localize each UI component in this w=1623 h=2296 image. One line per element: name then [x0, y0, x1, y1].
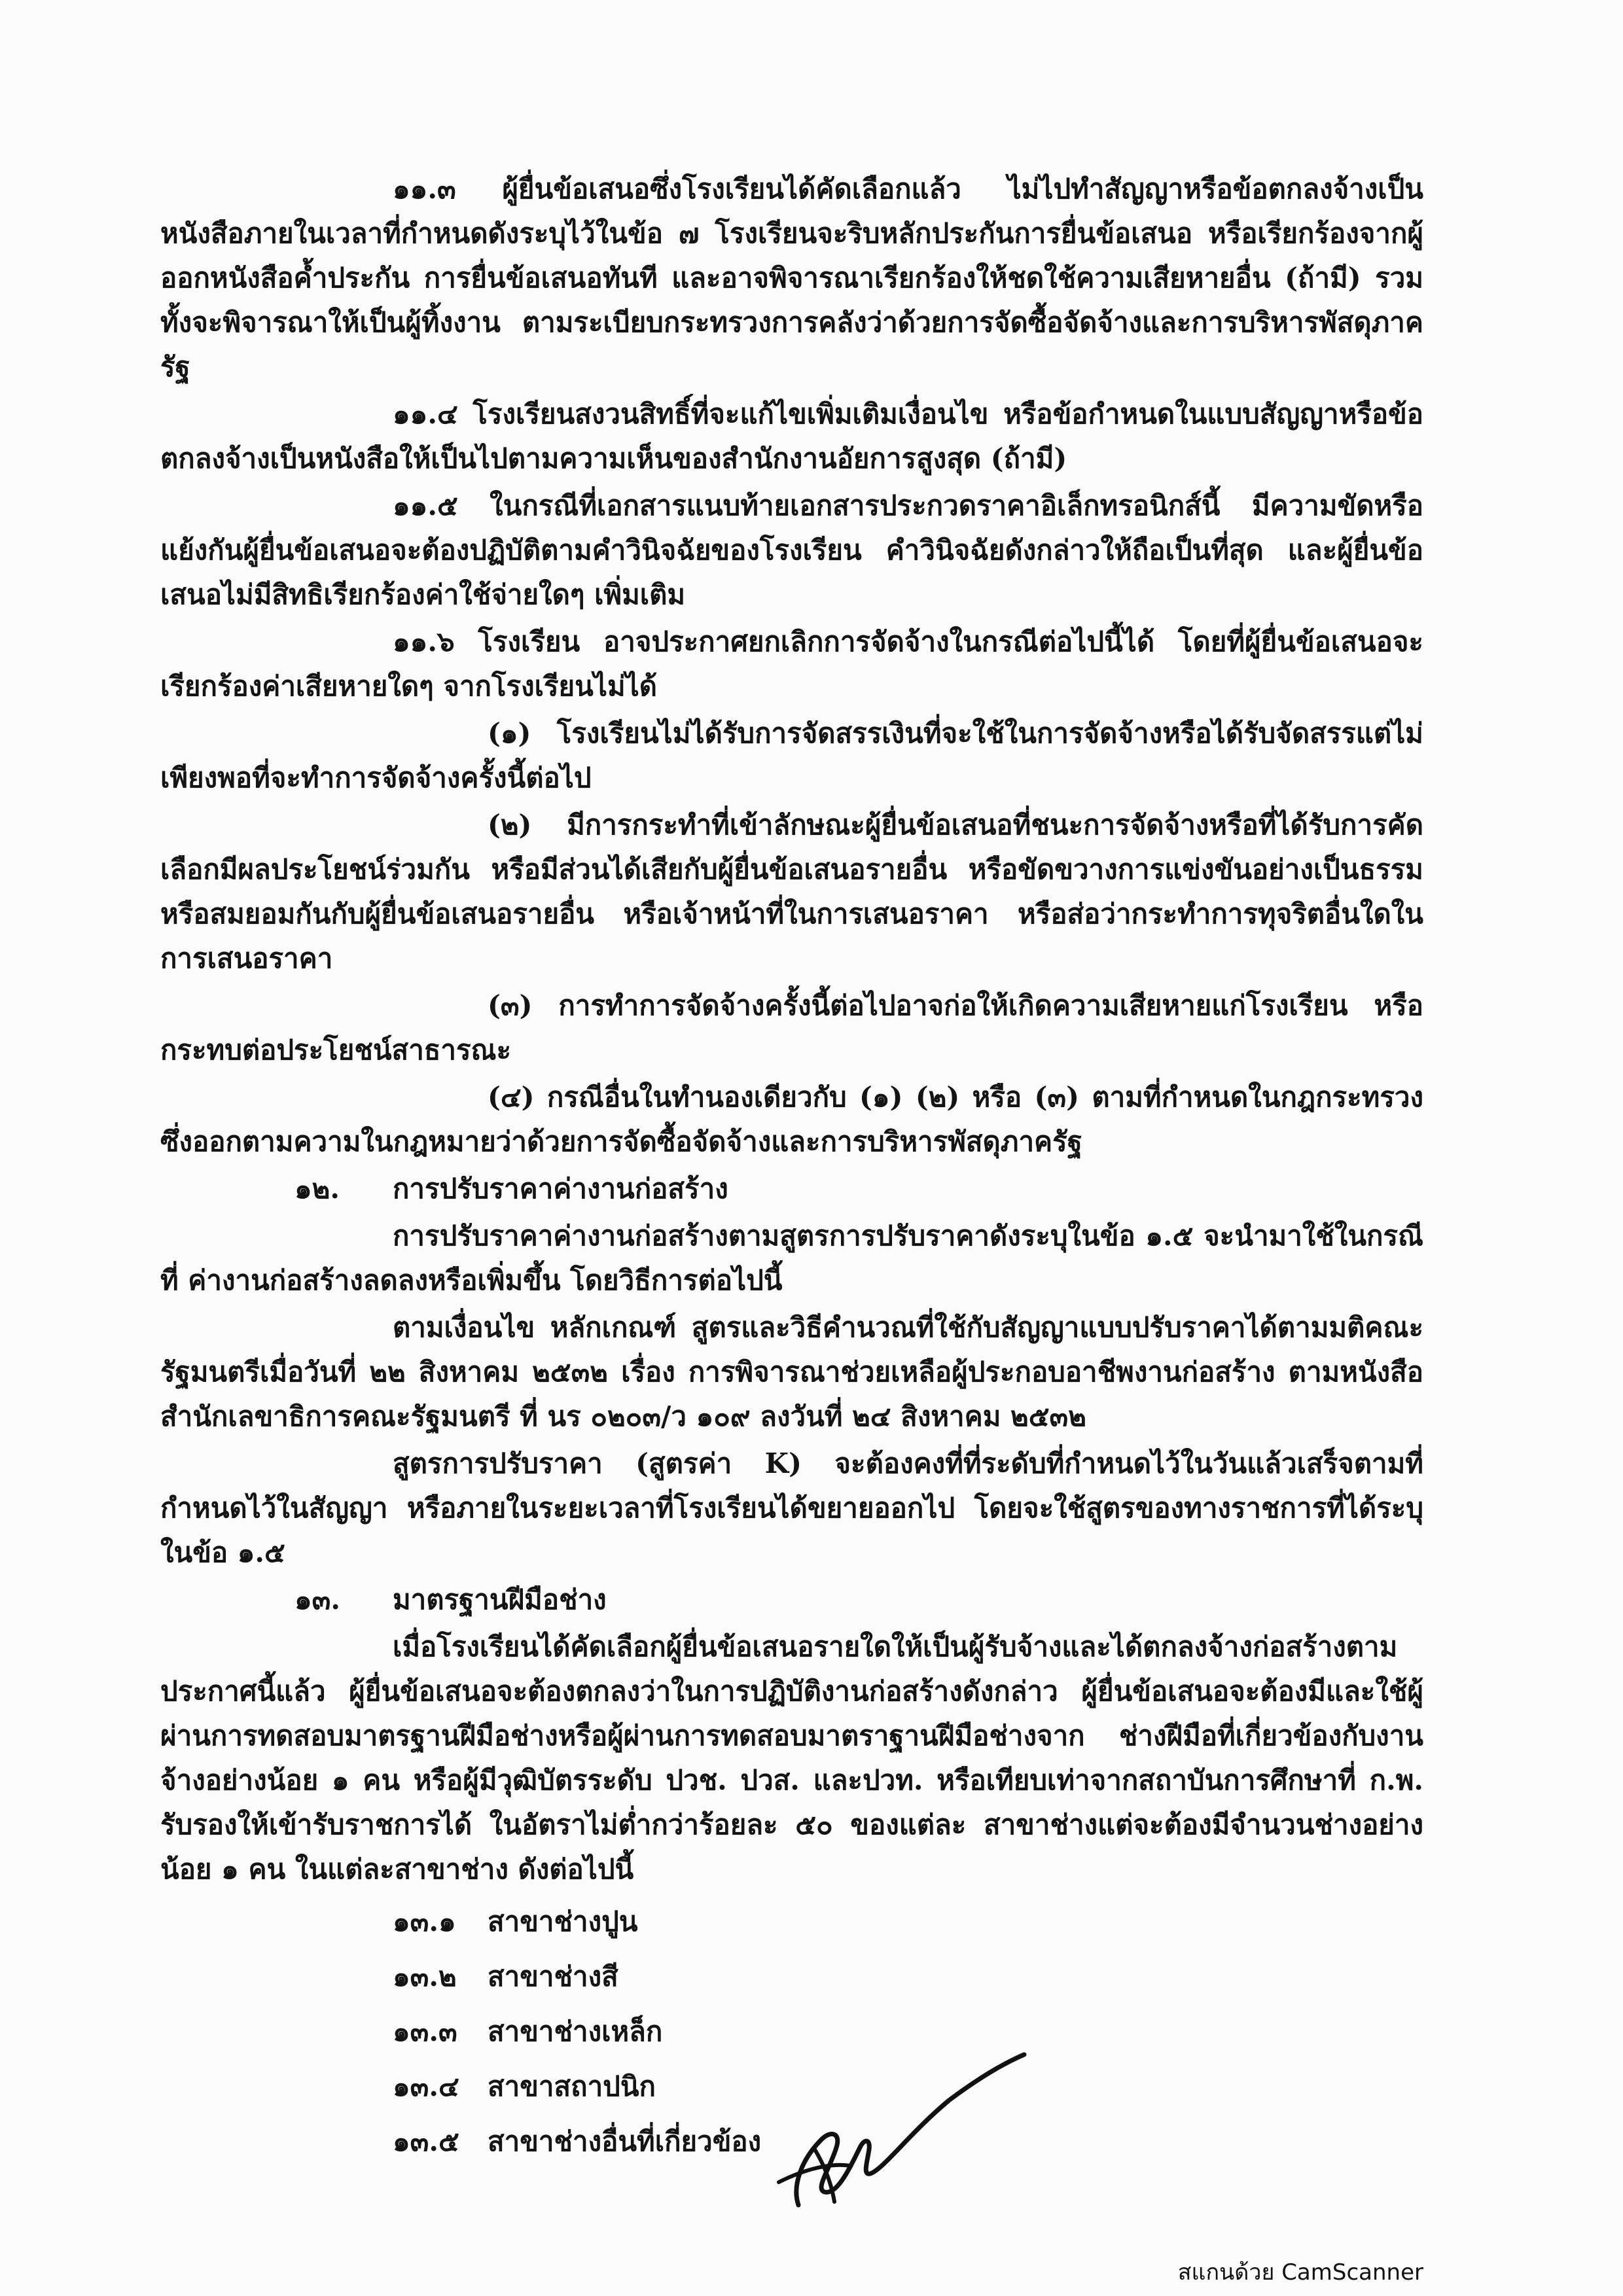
document-body — [160, 167, 1423, 2172]
section-13-heading — [160, 1578, 1423, 1622]
section-13-paragraph: เมื่อโรงเรียนได้คัดเลือกผู้ยื่นข้อเสนอรายใดให้เป็นผู้รับจ้างและได้ตกลงจ้างก่อสร้างตามประกาศนี้แล้ว ผู้ยื่นข้อเสนอจะต้องตกลงว่าในการปฏิบัติงานก่อสร้างดังกล่าว ผู้ยื่นข้อเสนอจะต้องมีและใช้ผู้ผ่านการทดสอบมาตรฐานฝีมือช่างหรือผู้ผ่านการทดสอบมาตราฐานฝีมือช่างจาก ช่างฝีมือที่เกี่ยวข้องกับงานจ้างอย่างน้อย ๑ คน หรือผู้มีวุฒิบัตรระดับ ปวช. ปวส. และปวท. หรือเทียบเท่าจากสถาบันการศึกษาที่ ก.พ. รับรองให้เข้ารับราชการได้ ในอัตราไม่ต่ำกว่าร้อยละ ๕๐ ของแต่ละ สาขาช่างแต่จะต้องมีจำนวนช่างอย่างน้อย ๑ คน ในแต่ละสาขาช่าง ดังต่อไปนี้ — [160, 1631, 1423, 1885]
section-12-paragraph-1: การปรับราคาค่างานก่อสร้างตามสูตรการปรับราคาดังระบุในข้อ ๑.๕ จะนำมาใช้ในกรณีที่ ค่างานก่อสร้างลดลงหรือเพิ่มขึ้น โดยวิธีการต่อไปนี้ — [160, 1220, 1423, 1296]
section-12-paragraph-3: สูตรการปรับราคา (สูตรค่า K) จะต้องคงที่ที่ระดับที่กำหนดไว้ในวันแล้วเสร็จตามที่กำหนดไว้ในสัญญา หรือภายในระยะเวลาที่โรงเรียนได้ขยายออกไป โดยจะใช้สูตรของทางราชการที่ได้ระบุในข้อ ๑.๕ — [160, 1447, 1423, 1568]
clause-11-6-item-3: (๓) การทำการจัดจ้างครั้งนี้ต่อไปอาจก่อให้เกิดความเสียหายแก่โรงเรียน หรือกระทบต่อประโยชน์สาธารณะ — [160, 989, 1423, 1066]
section-13-number: ๑๓. — [294, 1583, 340, 1616]
list-item-number: ๑๓.๕ — [393, 2125, 459, 2157]
clause-11-4: ๑๑.๔ โรงเรียนสงวนสิทธิ์ที่จะแก้ไขเพิ่มเติมเงื่อนไข หรือข้อกำหนดในแบบสัญญาหรือข้อตกลงจ้างเป็นหนังสือให้เป็นไปตามความเห็นของสำนักงานอัยการสูงสุด (ถ้ามี) — [160, 398, 1423, 474]
clause-11-6: ๑๑.๖ โรงเรียน อาจประกาศยกเลิกการจัดจ้างในกรณีต่อไปนี้ได้ โดยที่ผู้ยื่นข้อเสนอจะเรียกร้องค่าเสียหายใดๆ จากโรงเรียนไม่ได้ — [160, 626, 1423, 702]
section-13-title: มาตรฐานฝีมือช่าง — [393, 1583, 607, 1616]
list-item-label: สาขาสถาปนิก — [488, 2070, 656, 2102]
clause-11-3: ๑๑.๓ ผู้ยื่นข้อเสนอซึ่งโรงเรียนได้คัดเลือกแล้ว ไม่ไปทำสัญญาหรือข้อตกลงจ้างเป็นหนังสือภายในเวลาที่กำหนดดังระบุไว้ในข้อ ๗ โรงเรียนจะริบหลักประกันการยื่นข้อเสนอ หรือเรียกร้องจากผู้ออกหนังสือค้ำประกัน การยื่นข้อเสนอทันที และอาจพิจารณาเรียกร้องให้ชดใช้ความเสียหายอื่น (ถ้ามี) รวมทั้งจะพิจารณาให้เป็นผู้ทิ้งงาน ตามระเบียบกระทรวงการคลังว่าด้วยการจัดซื้อจัดจ้างและการบริหารพัสดุภาครัฐ — [160, 173, 1423, 383]
list-item-label: สาขาช่างสี — [488, 1960, 618, 1992]
clause-11-6-item-2: (๒) มีการกระทำที่เข้าลักษณะผู้ยื่นข้อเสนอที่ชนะการจัดจ้างหรือที่ได้รับการคัดเลือกมีผลประโยชน์ร่วมกัน หรือมีส่วนได้เสียกับผู้ยื่นข้อเสนอรายอื่น หรือขัดขวางการแข่งขันอย่างเป็นธรรมหรือสมยอมกันกับผู้ยื่นข้อเสนอรายอื่น หรือเจ้าหน้าที่ในการเสนอราคา หรือส่อว่ากระทำการทุจริตอื่นใดในการเสนอราคา — [160, 809, 1423, 974]
section-12-number: ๑๒. — [294, 1173, 340, 1205]
list-item-number: ๑๓.๒ — [393, 1960, 457, 1992]
section-12-heading — [160, 1167, 1423, 1211]
section-12-title: การปรับราคาค่างานก่อสร้าง — [393, 1173, 728, 1205]
section-12-paragraph-2: ตามเงื่อนไข หลักเกณฑ์ สูตรและวิธีคำนวณที่ใช้กับสัญญาแบบปรับราคาได้ตามมติคณะรัฐมนตรีเมื่อวันที่ ๒๒ สิงหาคม ๒๕๓๒ เรื่อง การพิจารณาช่วยเหลือผู้ประกอบอาชีพงานก่อสร้าง ตามหนังสือสำนักเลขาธิการคณะรัฐมนตรี ที่ นร ๐๒๐๓/ว ๑๐๙ ลงวันที่ ๒๔ สิงหาคม ๒๕๓๒ — [160, 1311, 1423, 1432]
scanner-watermark: สแกนด้วย CamScanner — [1177, 2259, 1423, 2286]
list-item-label: สาขาช่างเหล็ก — [488, 2015, 663, 2047]
list-item-number: ๑๓.๑ — [393, 1905, 456, 1937]
list-item-label: สาขาช่างปูน — [488, 1905, 638, 1937]
list-item — [160, 1894, 1423, 1949]
list-item-label: สาขาช่างอื่นที่เกี่ยวข้อง — [488, 2125, 762, 2157]
clause-11-6-item-4: (๔) กรณีอื่นในทำนองเดียวกับ (๑) (๒) หรือ (๓) ตามที่กำหนดในกฎกระทรวงซึ่งออกตามความในกฎหมายว่าด้วยการจัดซื้อจัดจ้างและการบริหารพัสดุภาครัฐ — [160, 1081, 1423, 1157]
clause-11-5: ๑๑.๕ ในกรณีที่เอกสารแนบท้ายเอกสารประกวดราคาอิเล็กทรอนิกส์นี้ มีความขัดหรือแย้งกันผู้ยื่นข้อเสนอจะต้องปฏิบัติตามคำวินิจฉัยของโรงเรียน คำวินิจฉัยดังกล่าวให้ถือเป็นที่สุด และผู้ยื่นข้อเสนอไม่มีสิทธิเรียกร้องค่าใช้จ่ายใดๆ เพิ่มเติม — [160, 489, 1423, 610]
clause-11-6-item-1: (๑) โรงเรียนไม่ได้รับการจัดสรรเงินที่จะใช้ในการจัดจ้างหรือได้รับจัดสรรแต่ไม่เพียงพอที่จะทำการจัดจ้างครั้งนี้ต่อไป — [160, 717, 1423, 794]
list-item-number: ๑๓.๓ — [393, 2015, 457, 2047]
list-item — [160, 1949, 1423, 2004]
list-item-number: ๑๓.๔ — [393, 2070, 459, 2102]
signature-icon — [753, 2035, 1034, 2212]
